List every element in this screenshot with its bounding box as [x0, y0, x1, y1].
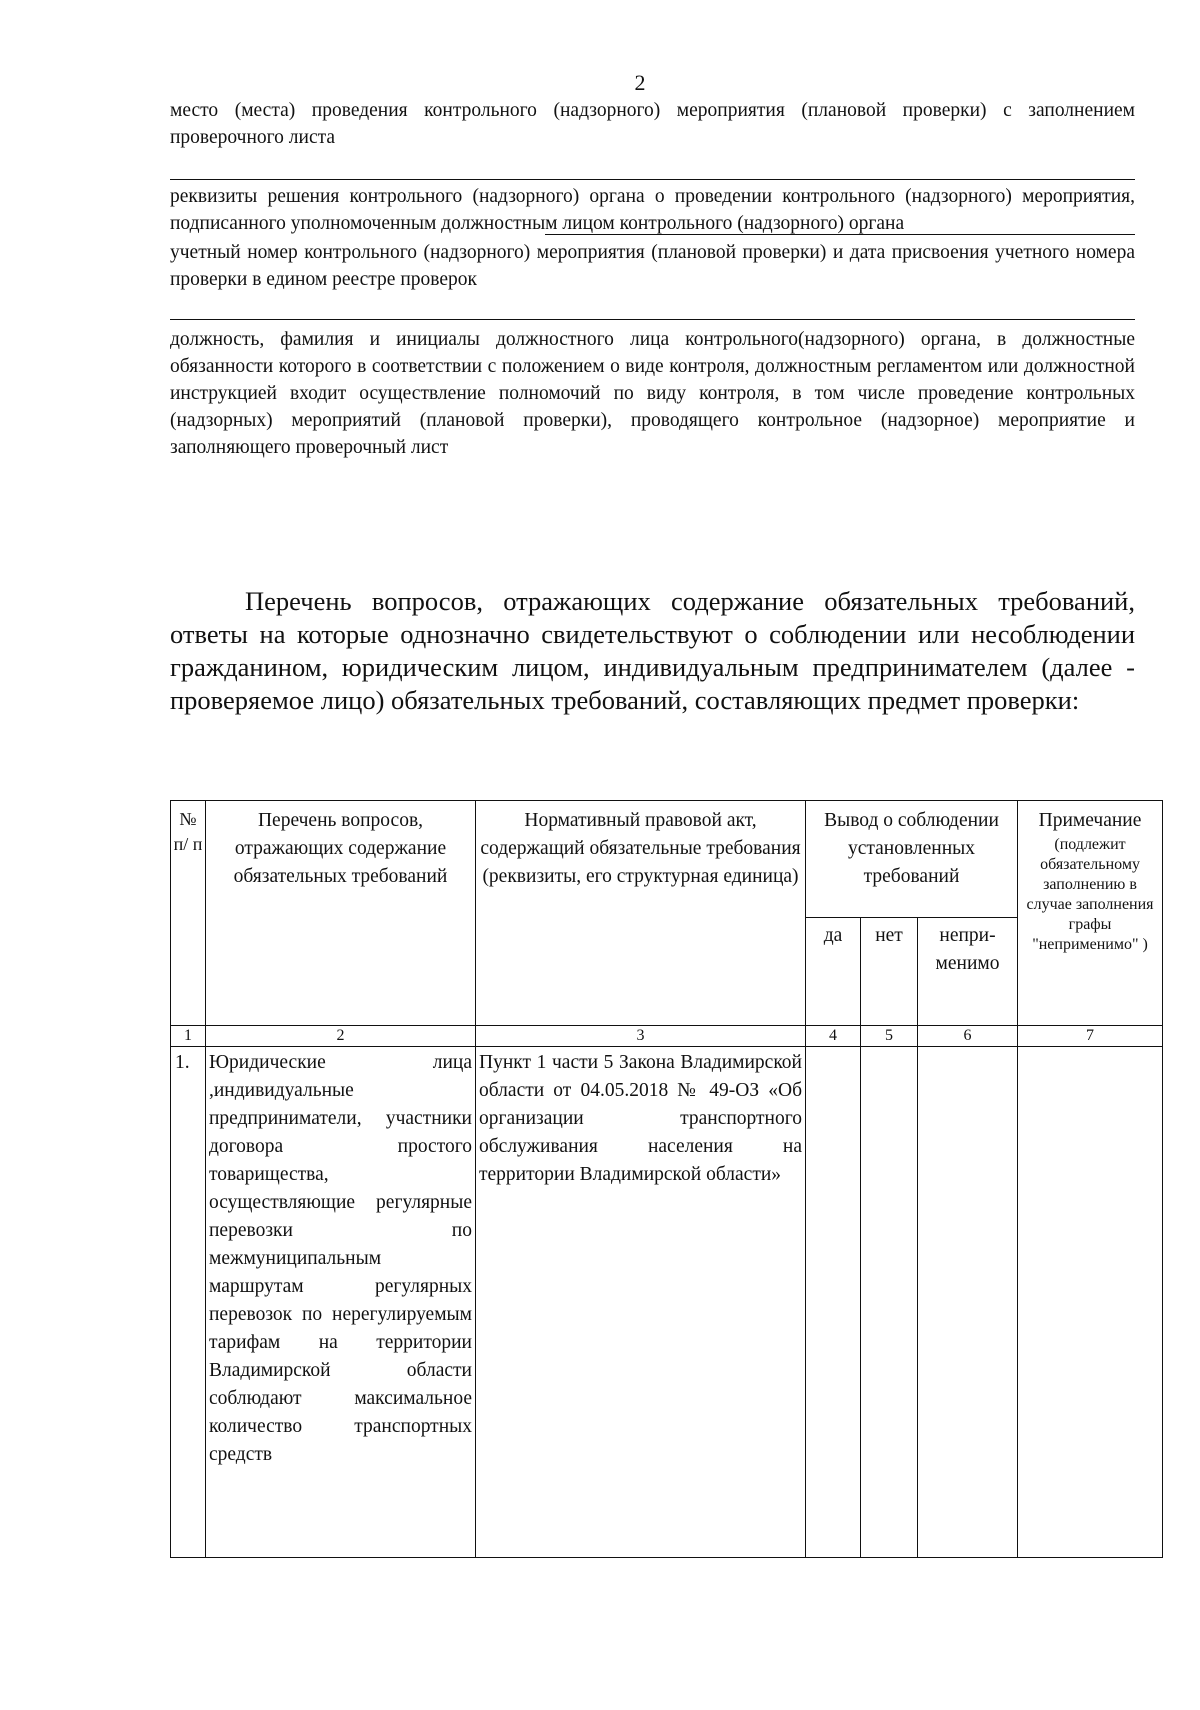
field-decision-label: реквизиты решения контрольного (надзорного) органа о проведении контрольного (надзорного) мероприятия, подписанного уполномоченным должностным лицом контрольного (надзорного) органа	[170, 186, 1135, 234]
header-note-title: Примечание	[1038, 810, 1142, 831]
row-na	[918, 1047, 1018, 1558]
field-inspector-label: должность, фамилия и инициалы должностного лица контрольного(надзорного) органа, в должностные обязанности которого в соответствии с положением о виде контроля, должностным регламентом или должностной инструкцией входит осуществление полномочий по виду контроля, в том числе проведение контрольных (надзорных) мероприятий (плановой проверки), проводящего контрольное (надзорное) мероприятие и заполняющего проверочный лист	[170, 329, 1135, 458]
field-place-label: место (места) проведения контрольного (надзорного) мероприятия (плановой проверки) с заполнением проверочного листа	[170, 100, 1135, 148]
row-question: Юридические лица ,индивидуальные предприниматели, участники договора простого товарищества, осуществляющие регулярные перевозки по межмуниципальным маршрутам регулярных перевозок по нерегулируемым тарифам на территории Владимирской области соблюдают максимальное количество транспортных средств	[206, 1047, 476, 1558]
checklist-heading: Перечень вопросов, отражающих содержание обязательных требований, ответы на которые однозначно свидетельствуют о соблюдении или несоблюдении гражданином, юридическим лицом, индивидуальным предпринимателем (далее - проверяемое лицо) обязательных требований, составляющих предмет проверки:	[170, 586, 1135, 715]
column-number: 1	[171, 1026, 206, 1047]
header-questions: Перечень вопросов, отражающих содержание обязательных требований	[206, 801, 476, 1026]
row-yes	[806, 1047, 861, 1558]
header-num: № п/ п	[171, 801, 206, 1026]
table-row	[171, 1047, 1163, 1558]
column-number: 4	[806, 1026, 861, 1047]
column-number: 7	[1018, 1026, 1163, 1047]
form-fields	[170, 97, 1135, 461]
header-conclusion: Вывод о соблюдении установленных требований	[806, 801, 1018, 918]
header-act: Нормативный правовой акт, содержащий обязательные требования (реквизиты, его структурная единица)	[476, 801, 806, 1026]
row-no	[861, 1047, 918, 1558]
column-number: 6	[918, 1026, 1018, 1047]
column-number: 2	[206, 1026, 476, 1047]
field-place-line	[170, 151, 1135, 180]
field-registry-label: учетный номер контрольного (надзорного) мероприятия (плановой проверки) и дата присвоения учетного номера проверки в едином реестре проверок	[170, 242, 1135, 290]
header-no: нет	[861, 918, 918, 1026]
column-number: 3	[476, 1026, 806, 1047]
checklist-table	[170, 800, 1163, 1558]
header-row	[171, 801, 1163, 918]
page-number: 2	[634, 70, 646, 95]
row-act: Пункт 1 части 5 Закона Владимирской области от 04.05.2018 № 49-ОЗ «Об организации транспортного обслуживания населения на территории Владимирской области»	[476, 1047, 806, 1558]
column-number: 5	[861, 1026, 918, 1047]
header-note-detail: (подлежит обязательному заполнению в случае заполнения графы "неприменимо" )	[1026, 836, 1154, 953]
header-yes: да	[806, 918, 861, 1026]
column-number-row	[171, 1026, 1163, 1047]
row-note	[1018, 1047, 1163, 1558]
field-registry-line	[170, 293, 1135, 320]
header-na: непри-менимо	[918, 918, 1018, 1026]
row-num: 1.	[171, 1047, 206, 1558]
header-note	[1018, 801, 1163, 1026]
